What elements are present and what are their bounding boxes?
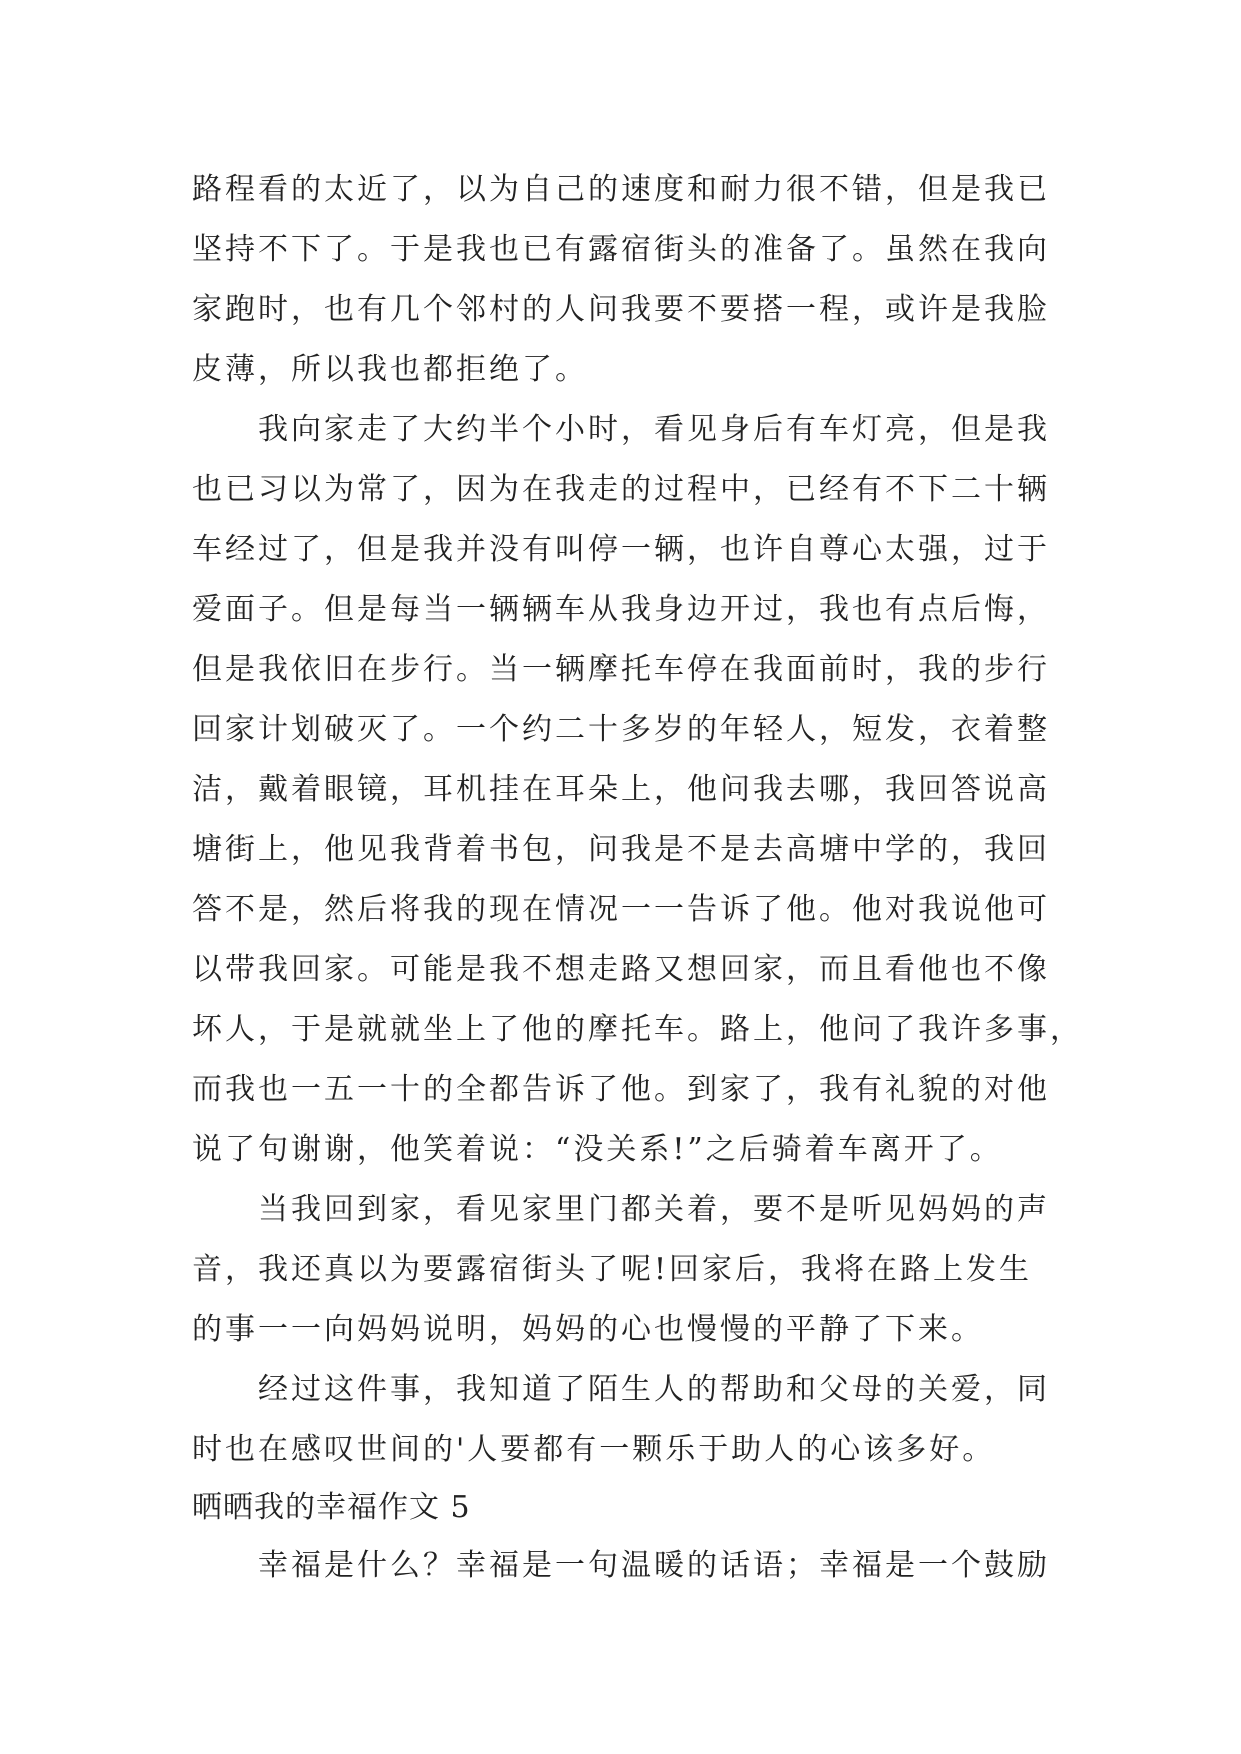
paragraph-first-line: 我向家走了大约半个小时，看见身后有车灯亮，但是我 bbox=[258, 412, 1050, 447]
paragraph-first-line: 幸福是什么？幸福是一句温暖的话语；幸福是一个鼓励 bbox=[258, 1548, 1050, 1583]
text-line: 洁，戴着眼镜，耳机挂在耳朵上，他问我去哪，我回答说高 bbox=[192, 772, 1050, 807]
text-line: 但是我依旧在步行。当一辆摩托车停在我面前时，我的步行 bbox=[192, 652, 1050, 687]
text-line: 车经过了，但是我并没有叫停一辆，也许自尊心太强，过于 bbox=[192, 532, 1050, 567]
text-line: 时也在感叹世间的'人要都有一颗乐于助人的心该多好。 bbox=[192, 1432, 996, 1467]
text-line: 路程看的太近了，以为自己的速度和耐力很不错，但是我已 bbox=[192, 172, 1050, 207]
text-line: 回家计划破灭了。一个约二十多岁的年轻人，短发，衣着整 bbox=[192, 712, 1050, 747]
section-heading: 晒晒我的幸福作文 5 bbox=[192, 1490, 471, 1525]
text-line: 家跑时，也有几个邻村的人问我要不要搭一程，或许是我脸 bbox=[192, 292, 1050, 327]
text-line: 以带我回家。可能是我不想走路又想回家，而且看他也不像 bbox=[192, 952, 1050, 987]
text-line: 坏人，于是就就坐上了他的摩托车。路上，他问了我许多事， bbox=[192, 1012, 1083, 1047]
text-line: 的事一一向妈妈说明，妈妈的心也慢慢的平静了下来。 bbox=[192, 1312, 984, 1347]
text-line: 也已习以为常了，因为在我走的过程中，已经有不下二十辆 bbox=[192, 472, 1050, 507]
text-line: 坚持不下了。于是我也已有露宿街头的准备了。虽然在我向 bbox=[192, 232, 1050, 267]
paragraph-first-line: 当我回到家，看见家里门都关着，要不是听见妈妈的声 bbox=[258, 1192, 1050, 1227]
text-line: 说了句谢谢，他笑着说：“没关系!”之后骑着车离开了。 bbox=[192, 1132, 1003, 1167]
text-line: 而我也一五一十的全都告诉了他。到家了，我有礼貌的对他 bbox=[192, 1072, 1050, 1107]
paragraph-first-line: 经过这件事，我知道了陌生人的帮助和父母的关爱，同 bbox=[258, 1372, 1050, 1407]
text-line: 爱面子。但是每当一辆辆车从我身边开过，我也有点后悔， bbox=[192, 592, 1050, 627]
text-line: 音，我还真以为要露宿街头了呢!回家后，我将在路上发生 bbox=[192, 1252, 1033, 1287]
text-line: 塘街上，他见我背着书包，问我是不是去高塘中学的，我回 bbox=[192, 832, 1050, 867]
text-line: 答不是，然后将我的现在情况一一告诉了他。他对我说他可 bbox=[192, 892, 1050, 927]
document-body bbox=[192, 160, 1083, 1596]
text-line: 皮薄，所以我也都拒绝了。 bbox=[192, 352, 588, 387]
